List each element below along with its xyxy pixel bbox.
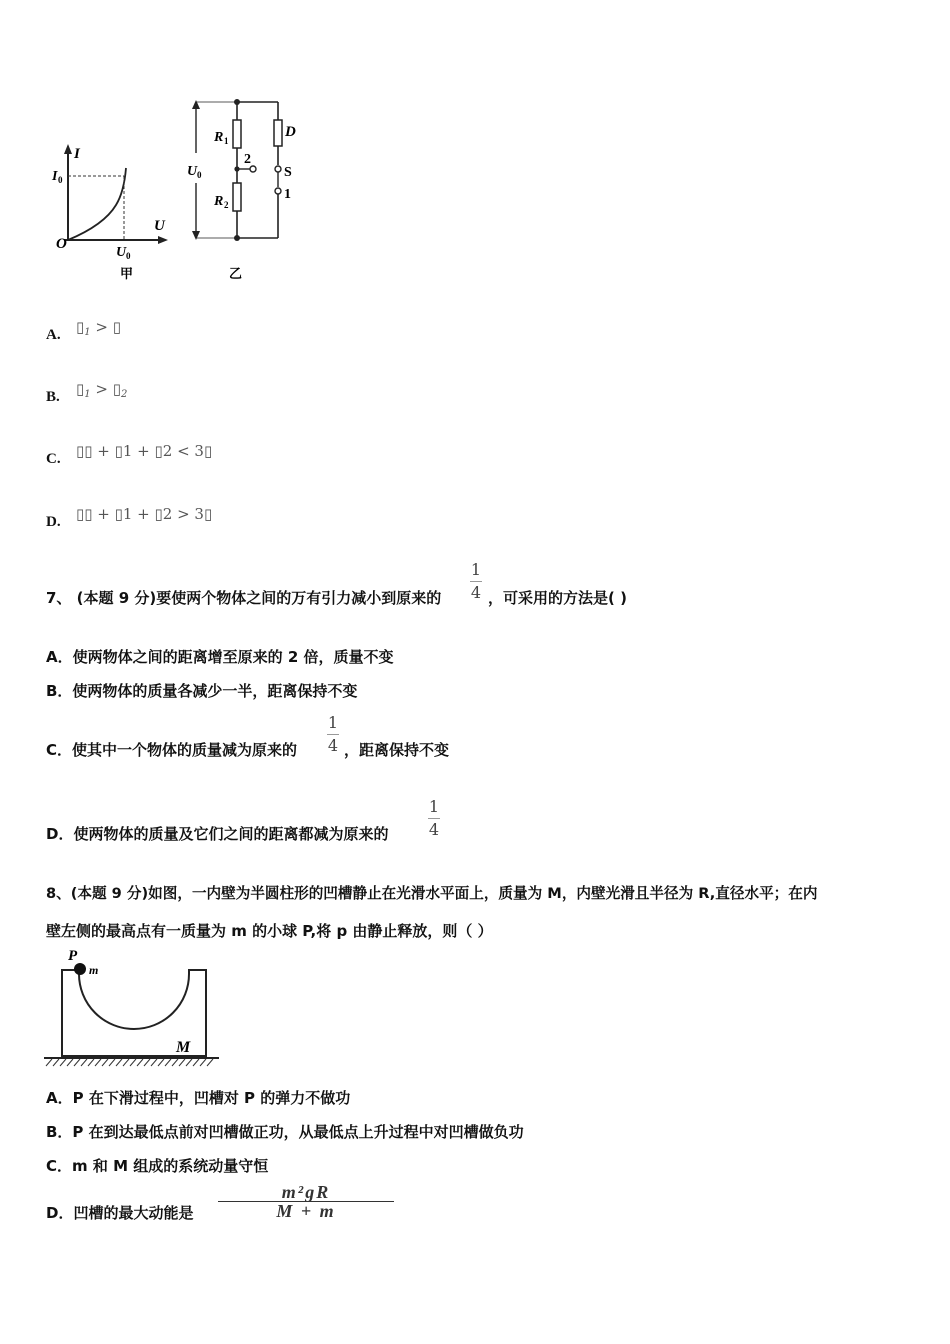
q8-stem-line2: 壁左侧的最高点有一质量为 m 的小球 P,将 p 由静止释放，则（ ） (46, 922, 493, 940)
q7-option-c[interactable] (46, 712, 506, 762)
formula-op: > (90, 318, 113, 336)
switch-s-top (275, 166, 281, 172)
i0-sub: 0 (58, 175, 63, 185)
option-text: D．使两物体的质量及它们之间的距离都减为原来的 (46, 825, 389, 843)
contact-1 (275, 188, 281, 194)
q7-stem-after: ，可采用的方法是( ) (488, 589, 627, 607)
frac-bar (470, 581, 482, 582)
y-axis-arrow (64, 144, 72, 154)
frac-den: 4 (470, 583, 482, 602)
option-label: D. (46, 514, 61, 530)
option-text: C．使其中一个物体的质量减为原来的 (46, 741, 298, 759)
option-formula (76, 380, 127, 398)
formula-text: ▯ (112, 318, 122, 336)
arrowhead (192, 231, 200, 240)
ball-p (74, 963, 86, 975)
q8-option-d[interactable] (46, 1184, 406, 1224)
r1-sub: 1 (224, 136, 229, 146)
iu-curve (68, 168, 126, 240)
option-label: B. (46, 389, 60, 405)
q8-option-b[interactable]: B．P 在到达最低点前对凹槽做正功，从最低点上升过程中对凹槽做负功 (46, 1123, 524, 1141)
u0-label: U (116, 245, 127, 260)
figure-jia-iu-graph (44, 140, 179, 285)
q8-option-c[interactable]: C．m 和 M 组成的系统动量守恒 (46, 1157, 269, 1175)
formula-text: ▯ (112, 380, 122, 398)
r1-label: R (214, 130, 224, 145)
formula-sub: 1 (84, 389, 91, 400)
q7-fraction (470, 561, 482, 602)
frac-num: 1 (428, 797, 440, 816)
figure-yi-caption: 乙 (229, 267, 243, 282)
frac-num: 1 (470, 560, 482, 579)
option-d-formula (218, 1184, 394, 1219)
q7-option-a[interactable]: A．使两物体之间的距离增至原来的 2 倍，质量不变 (46, 648, 394, 666)
formula-den: M + m (276, 1201, 336, 1221)
frac-den: 4 (327, 736, 339, 755)
frac-num: 1 (327, 713, 339, 732)
figure-yi-circuit (180, 95, 310, 285)
pos1-label: 1 (284, 187, 291, 202)
r2-sub: 2 (224, 200, 229, 210)
option-formula: ▯▯ + ▯1 + ▯2 < 3▯ (76, 442, 213, 460)
pos2-label: 2 (244, 152, 251, 167)
option-formula: ▯▯ + ▯1 + ▯2 > 3▯ (76, 505, 213, 523)
p-label: P (68, 948, 78, 964)
s-label: S (284, 165, 292, 180)
axis-y-label: I (74, 146, 80, 162)
formula-text: ▯ (76, 318, 85, 336)
option-fraction (428, 798, 440, 839)
x-axis-arrow (158, 236, 168, 244)
figure-jia-caption: 甲 (120, 267, 134, 282)
u0-sub: 0 (126, 251, 131, 261)
formula-sub: 2 (121, 389, 128, 400)
option-fraction (327, 714, 339, 755)
ground-hatching (46, 1059, 213, 1066)
u0-sub: 0 (197, 170, 202, 180)
frac-den: 4 (428, 820, 440, 839)
formula-op: > (90, 380, 113, 398)
option-text: D．凹槽的最大动能是 (46, 1204, 194, 1222)
q7-stem-before: 7、 (本题 9 分)要使两个物体之间的万有引力减小到原来的 (46, 589, 442, 607)
groove-M-label: M (176, 1039, 191, 1056)
i0-label: I (52, 169, 58, 184)
r2-resistor (233, 183, 241, 211)
frac-bar (327, 734, 339, 735)
d-label: D (285, 124, 296, 140)
q8-groove-figure (44, 948, 224, 1073)
formula-sub: 1 (84, 327, 91, 338)
arrowhead (192, 100, 200, 109)
q8-stem-line1: 8、(本题 9 分)如图，一内壁为半圆柱形的凹槽静止在光滑水平面上，质量为 M，内壁光滑且半径为 R,直径水平；在内 (46, 885, 818, 902)
option-formula (76, 318, 121, 336)
axis-x-label: U (154, 218, 165, 234)
d-element (274, 120, 282, 146)
m-label: m (89, 963, 99, 977)
q7-option-b[interactable]: B．使两物体的质量各减少一半，距离保持不变 (46, 682, 358, 700)
option-label: C. (46, 451, 61, 467)
formula-text: ▯ (76, 380, 85, 398)
origin-label: O (56, 236, 67, 252)
option-text: ，距离保持不变 (344, 741, 450, 759)
r1-resistor (233, 120, 241, 148)
frac-bar (428, 818, 440, 819)
q7-option-d[interactable] (46, 796, 466, 846)
r2-label: R (214, 194, 224, 209)
u0-label: U (187, 164, 198, 179)
option-label: A. (46, 327, 61, 343)
formula-num: m²gR (281, 1182, 331, 1202)
q8-option-a[interactable]: A．P 在下滑过程中，凹槽对 P 的弹力不做功 (46, 1089, 351, 1107)
